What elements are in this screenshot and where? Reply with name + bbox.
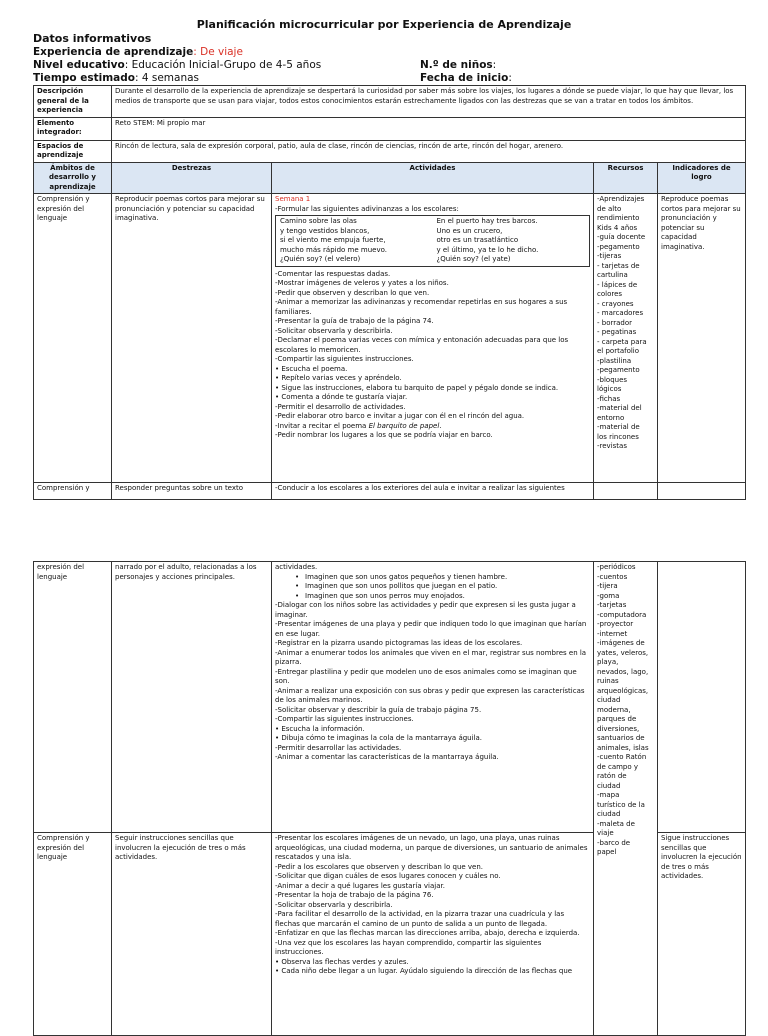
resource-item: -bloques xyxy=(597,375,628,384)
planning-table-top xyxy=(33,85,746,500)
resource-item: -material del xyxy=(597,404,642,412)
resource-item: ruinas xyxy=(597,677,619,685)
resource-item: de campo y xyxy=(597,762,639,771)
resource-item: -computadora xyxy=(597,610,647,619)
destreza-cell: Reproducir poemas cortos para mejorar su pronunciación y potenciar su capacidad imaginativa. xyxy=(112,194,272,483)
activity-item: -Mostrar imágenes de veleros y yates a los niños. xyxy=(275,279,449,287)
resource-item: -internet xyxy=(597,629,628,638)
resource-item: turístico de la xyxy=(597,800,645,809)
riddle-line: Uno es un crucero, xyxy=(436,226,503,235)
resource-item: parques de xyxy=(597,715,637,723)
activity-item: -Pedir nombrar los lugares a los que se podría viajar en barco. xyxy=(275,431,493,439)
resource-item: ciudad xyxy=(597,781,621,790)
resource-item: moderna, xyxy=(597,705,631,714)
resource-item: -plastilina xyxy=(597,356,632,365)
activity-item: -Presentar la hoja de trabajo de la página 76. xyxy=(275,891,434,899)
resource-item: -guía docente xyxy=(597,233,646,241)
bullet-item: • Imaginen que son unos gatos pequeños y tienen hambre. xyxy=(275,573,590,583)
experience-line: Experiencia de aprendizaje: De viaje xyxy=(33,46,243,58)
resource-item: ciudad xyxy=(597,810,621,818)
resource-item: playa, xyxy=(597,658,619,666)
riddle-line: En el puerto hay tres barcos. xyxy=(436,217,538,225)
resource-item: -periódicos xyxy=(597,563,636,571)
riddle-left xyxy=(276,216,433,266)
resource-item: -cuento Ratón xyxy=(597,753,647,761)
activity-item: -Presentar los escolares imágenes de un nevado, un lago, una playa, unas ruinas arqueológicas, una ciudad moderna, un parque de diversiones, un santuario de animales rescatados y una isla. xyxy=(275,834,588,861)
integrator-row xyxy=(34,117,746,140)
activity-item: -Permitir desarrollar las actividades. xyxy=(275,743,402,752)
bullet-item: • Imaginen que son unos perros muy enojados. xyxy=(275,592,590,602)
resource-item: colores xyxy=(597,290,623,298)
bullet-list xyxy=(275,573,590,602)
ambito-cell: Comprensión y expresión del lenguaje xyxy=(34,833,112,1036)
resource-item: -tijera xyxy=(597,582,618,590)
activity-item: -Animar a decir a qué lugares les gustaría viajar. xyxy=(275,881,445,890)
riddle-line: Camino sobre las olas xyxy=(280,217,357,225)
resource-item: - lápices de xyxy=(597,280,638,289)
document-page-2 xyxy=(0,560,768,1024)
resource-item: -material de xyxy=(597,423,640,431)
riddle-line: si el viento me empuja fuerte, xyxy=(280,236,386,244)
activity-item: -Compartir las siguientes instrucciones. xyxy=(275,715,414,723)
col-header-actividades: Actividades xyxy=(272,162,594,194)
resource-item: - crayones xyxy=(597,299,634,308)
resource-item: ciudad xyxy=(597,696,621,704)
activity-item: -Registrar en la pizarra usando pictogramas las ideas de los escolares. xyxy=(275,639,523,647)
riddle-line: ¿Quién soy? (el yate) xyxy=(436,255,511,263)
resource-item: papel xyxy=(597,848,617,856)
activity-item: -Declamar el poema varias veces con mímica y entonación adecuadas para que los escolares lo memoricen. xyxy=(275,336,569,354)
integrator-value: Reto STEM: Mi propio mar xyxy=(112,117,746,140)
document-page-1 xyxy=(0,0,768,510)
description-row xyxy=(34,86,746,118)
activity-item: • Observa las flechas verdes y azules. xyxy=(275,957,409,966)
resource-item: - carpeta para xyxy=(597,337,647,346)
page-gap xyxy=(0,510,768,560)
activity-item: -Solicitar observarla y describirla. xyxy=(275,326,393,335)
resource-item: cartulina xyxy=(597,271,628,279)
riddle-line: ¿Quién soy? (el velero) xyxy=(280,255,361,263)
resource-item: Kids 4 años xyxy=(597,223,638,232)
activity-item: -Dialogar con los niños sobre las actividades y pedir que expresen si les gusta jugar a imaginar. xyxy=(275,601,576,619)
activity-item: -Pedir a los escolares que observen y describan lo que ven. xyxy=(275,862,484,871)
activity-item: -Solicitar observar y describir la guía de trabajo página 75. xyxy=(275,705,482,714)
indicador-cell xyxy=(658,562,746,833)
activity-item: -Entregar plastilina y pedir que modelen uno de esos animales como se imaginan que son. xyxy=(275,667,577,685)
resource-item: -pegamento xyxy=(597,242,640,251)
resource-item: -maleta de xyxy=(597,819,635,828)
info-heading: Datos informativos xyxy=(33,32,152,45)
resource-item: rendimiento xyxy=(597,214,640,222)
recursos-cell xyxy=(594,194,658,483)
table-row xyxy=(34,483,746,500)
activity-item: -Solicitar que digan cuáles de esos lugares conocen y cuáles no. xyxy=(275,872,501,880)
indicador-cell xyxy=(658,483,746,500)
riddle-line: y tengo vestidos blancos, xyxy=(280,226,370,235)
time-line: Tiempo estimado: 4 semanas xyxy=(33,72,200,84)
riddle-line: y el último, ya te lo he dicho. xyxy=(436,245,539,254)
resource-item: - tarjetas de xyxy=(597,261,640,270)
resource-item: animales, islas xyxy=(597,743,649,752)
activity-item: -Pedir elaborar otro barco e invitar a jugar con él en el rincón del agua. xyxy=(275,412,525,420)
resource-item: santuarios de xyxy=(597,734,645,742)
activity-item: -Animar a comentar las características de la mantarraya águila. xyxy=(275,753,499,761)
activity-item: • Escucha la información. xyxy=(275,724,365,733)
column-header-row xyxy=(34,162,746,194)
destreza-cell: Responder preguntas sobre un texto xyxy=(112,483,272,500)
activity-item: -Presentar la guía de trabajo de la página 74. xyxy=(275,317,434,325)
indicador-cell: Reproduce poemas cortos para mejorar su pronunciación y potenciar su capacidad imaginativa. xyxy=(658,194,746,483)
activity-item: -Comentar las respuestas dadas. xyxy=(275,269,391,278)
col-header-destrezas: Destrezas xyxy=(112,162,272,194)
recursos-cell xyxy=(594,562,658,1036)
riddles-box xyxy=(275,215,590,267)
resource-item: arqueológicas, xyxy=(597,686,649,695)
description-label: Descripción general de la experiencia xyxy=(34,86,112,118)
ambito-cell: Comprensión y expresión del lenguaje xyxy=(34,194,112,483)
resource-item: - pegatinas xyxy=(597,328,637,336)
spaces-row xyxy=(34,140,746,162)
resource-item: yates, veleros, xyxy=(597,648,649,657)
activity-item: • Repítelo varias veces y apréndelo. xyxy=(275,374,402,382)
resource-item: -proyector xyxy=(597,620,634,628)
resource-item: ratón de xyxy=(597,772,627,780)
resource-item: el portafolio xyxy=(597,347,640,355)
resource-item: -goma xyxy=(597,591,620,600)
resource-item: -fichas xyxy=(597,394,621,403)
activity-item: -Invitar a recitar el poema El barquito de papel. xyxy=(275,421,442,430)
table-row xyxy=(34,194,746,483)
recursos-cell xyxy=(594,483,658,500)
resource-item: -tijeras xyxy=(597,252,622,260)
actividades-cell xyxy=(272,833,594,1036)
actividades-cell xyxy=(272,562,594,833)
resource-item: -barco de xyxy=(597,838,631,847)
activity-item: -Compartir las siguientes instrucciones. xyxy=(275,355,414,363)
activity-item: -Una vez que los escolares las hayan comprendido, compartir las siguientes instrucciones. xyxy=(275,938,542,956)
riddle-line: mucho más rápido me muevo. xyxy=(280,245,387,254)
actividades-cell xyxy=(272,194,594,483)
activity-item: -Pedir que observen y describan lo que ven. xyxy=(275,288,430,297)
activity-item: -Permitir el desarrollo de actividades. xyxy=(275,402,406,411)
activity-item: • Dibuja cómo te imaginas la cola de la mantarraya águila. xyxy=(275,734,483,742)
resource-item: entorno xyxy=(597,413,625,422)
children-line: N.º de niños: xyxy=(420,59,497,71)
riddle-line: otro es un trasatlántico xyxy=(436,236,519,244)
resource-item: lógicos xyxy=(597,385,622,393)
activity-item: -Presentar imágenes de una playa y pedir que indiquen todo lo que imaginan que harían en ese lugar. xyxy=(275,620,587,638)
actividades-cell: -Conducir a los escolares a los exteriores del aula e invitar a realizar las siguientes xyxy=(272,483,594,500)
ambito-cell: Comprensión y xyxy=(34,483,112,500)
table-row xyxy=(34,562,746,833)
activity-item: -Para facilitar el desarrollo de la actividad, en la pizarra trazar una cuadrícula y las flechas que marcarán el camino de un punto de salida a un punto de llegada. xyxy=(275,910,565,928)
resource-item: de alto xyxy=(597,204,622,213)
spaces-value: Rincón de lectura, sala de expresión corporal, patio, aula de clase, rincón de ciencias, rincón de arte, rincón del hogar, arenero. xyxy=(112,140,746,162)
col-header-recursos: Recursos xyxy=(594,162,658,194)
week-label: Semana 1 xyxy=(275,195,311,203)
activity-item: -Animar a memorizar las adivinanzas y recomendar repetirlas en sus hogares a sus familiares. xyxy=(275,298,568,316)
resource-item: - marcadores xyxy=(597,309,644,317)
resource-item: viaje xyxy=(597,829,614,837)
resource-item: los rincones xyxy=(597,432,639,441)
resource-item: - borrador xyxy=(597,318,633,327)
resource-item: -cuentos xyxy=(597,572,628,581)
resource-item: diversiones, xyxy=(597,724,640,733)
bullet-item: • Imaginen que son unos pollitos que juegan en el patio. xyxy=(275,582,590,592)
activity-list xyxy=(275,270,590,441)
level-line: Nivel educativo: Educación Inicial-Grupo de 4-5 años xyxy=(33,59,322,71)
start-date-line: Fecha de inicio: xyxy=(420,72,512,84)
destreza-cell: Seguir instrucciones sencillas que involucren la ejecución de tres o más actividades. xyxy=(112,833,272,1036)
activity-item: • Sigue las instrucciones, elabora tu barquito de papel y pégalo donde se indica. xyxy=(275,383,559,392)
activity-item: -Animar a enumerar todos los animales que viven en el mar, registrar sus nombres en la pizarra. xyxy=(275,648,587,666)
activity-item: • Comenta a dónde te gustaría viajar. xyxy=(275,393,408,401)
activity-item: • Cada niño debe llegar a un lugar. Ayúdalo siguiendo la dirección de las flechas que xyxy=(275,967,573,975)
resource-item: -imágenes de xyxy=(597,639,645,647)
activity-item: -Solicitar observarla y describirla. xyxy=(275,900,393,909)
activity-item: • Escucha el poema. xyxy=(275,364,348,373)
integrator-label: Elemento integrador: xyxy=(34,117,112,140)
activity-intro: -Formular las siguientes adivinanzas a los escolares: xyxy=(275,204,459,213)
activity-intro: actividades. xyxy=(275,563,318,571)
resource-item: -Aprendizajes xyxy=(597,195,645,203)
activity-list xyxy=(275,601,590,763)
resource-item: -pegamento xyxy=(597,366,640,374)
planning-table-continued xyxy=(33,561,746,1036)
page-title: Planificación microcurricular por Experiencia de Aprendizaje xyxy=(196,18,572,31)
description-value: Durante el desarrollo de la experiencia de aprendizaje se despertará la curiosidad por saber más sobre los viajes, los lugares a dónde se puede viajar, lo que hay que llevar, los medios de transporte que se usan para viajar, todos estos conocimientos estarán estrechamente ligados con las destrezas que se van a tratar en todos los ámbitos. xyxy=(112,86,746,118)
resource-item: nevados, lago, xyxy=(597,667,649,676)
col-header-ambitos: Ámbitos de desarrollo y aprendizaje xyxy=(34,162,112,194)
col-header-indicadores: Indicadores de logro xyxy=(658,162,746,194)
riddle-right xyxy=(433,216,590,266)
spaces-label: Espacios de aprendizaje xyxy=(34,140,112,162)
activity-item: -Animar a realizar una exposición con sus obras y pedir que expresen las características de los animales marinos. xyxy=(275,686,585,704)
ambito-cell: expresión del lenguaje xyxy=(34,562,112,833)
resource-item: -tarjetas xyxy=(597,601,627,609)
resource-item: -revistas xyxy=(597,442,627,450)
resource-item: -mapa xyxy=(597,791,620,799)
activity-item: -Enfatizar en que las flechas marcan las direcciones arriba, abajo, derecha e izquierda. xyxy=(275,929,580,937)
destreza-cell: narrado por el adulto, relacionadas a los personajes y acciones principales. xyxy=(112,562,272,833)
indicador-cell: Sigue instrucciones sencillas que involucren la ejecución de tres o más actividades. xyxy=(658,833,746,1036)
